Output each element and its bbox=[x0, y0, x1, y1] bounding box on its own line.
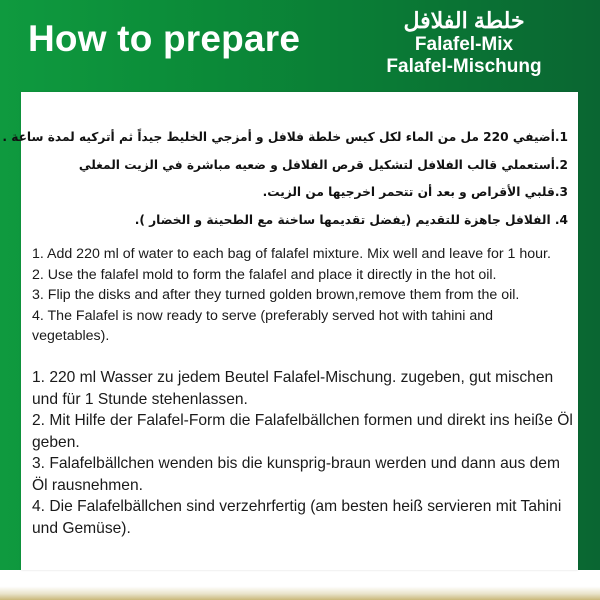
instruction-en-step-4: 4. The Falafel is now ready to serve (preferably served hot with tahini and vegetables). bbox=[32, 307, 494, 344]
instructions-german bbox=[32, 367, 574, 539]
product-name-arabic: خلطة الفلافل bbox=[403, 8, 525, 33]
instruction-de-step-3: 3. Falafelbällchen wenden bis die kunsprig-braun werden und dann aus dem Öl rausnehmen. bbox=[32, 455, 560, 494]
instruction-de-step-4: 4. Die Falafelbällchen sind verzehrfertig (am besten heiß servieren mit Tahini und Gemüse). bbox=[32, 498, 562, 537]
instructions-english bbox=[32, 244, 572, 347]
product-name-block bbox=[364, 8, 564, 78]
page-title: How to prepare bbox=[28, 18, 301, 59]
instruction-en-step-1: 1. Add 220 ml of water to each bag of falafel mixture. Mix well and leave for 1 hour. bbox=[32, 246, 551, 262]
instruction-en-step-3: 3. Flip the disks and after they turned golden brown,remove them from the oil. bbox=[32, 287, 520, 303]
instruction-ar-step-1: 1.أضيفي 220 مل من الماء لكل كيس خلطة فلافل و أمزجي الخليط جيداً ثم أتركيه لمدة ساعة . bbox=[2, 130, 568, 144]
instruction-ar-step-2: 2.أستعملي قالب الفلافل لتشكيل قرص الفلافل و ضعيه مباشرة في الزيت المغلي bbox=[78, 157, 568, 172]
instruction-de-step-1: 1. 220 ml Wasser zu jedem Beutel Falafel-Mischung. zugeben, gut mischen und für 1 Stunde stehenlassen. bbox=[32, 369, 554, 408]
instruction-ar-step-4: 4. الفلافل جاهزة للتقديم (يفضل تقديمها ساخنة مع الطحينة و الخضار ). bbox=[134, 212, 568, 227]
instruction-ar-step-3: 3.قلبي الأقراص و بعد أن تتحمر اخرجيها من الزيت. bbox=[262, 185, 568, 199]
instruction-de-step-2: 2. Mit Hilfe der Falafel-Form die Falafelbällchen formen und direkt ins heiße Öl geben. bbox=[32, 412, 573, 451]
product-name-german: Falafel-Mischung bbox=[386, 56, 542, 77]
instructions-arabic bbox=[2, 128, 568, 238]
bottom-strip bbox=[0, 570, 600, 600]
product-name-english: Falafel-Mix bbox=[414, 34, 514, 55]
instruction-en-step-2: 2. Use the falafel mold to form the falafel and place it directly in the hot oil. bbox=[32, 266, 497, 283]
